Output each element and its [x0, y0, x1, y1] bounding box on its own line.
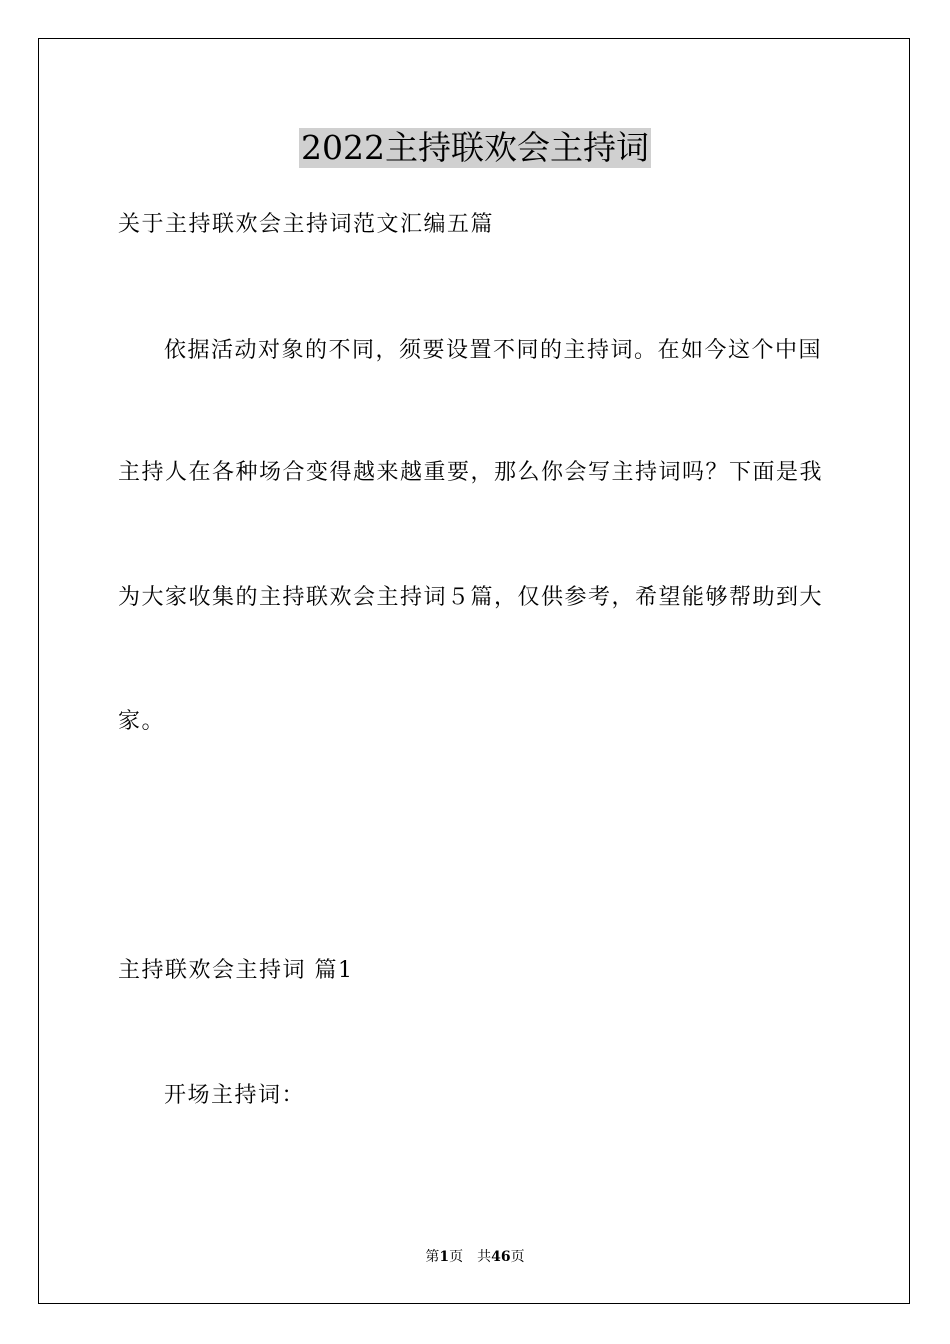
- footer-mid: 页 共: [449, 1249, 492, 1265]
- document-title: 2022主持联欢会主持词: [301, 128, 649, 167]
- section-heading: 主持联欢会主持词 篇1: [118, 958, 354, 983]
- footer-prefix: 第: [425, 1249, 440, 1265]
- footer-total-pages: 46: [491, 1249, 511, 1265]
- title-container: [0, 128, 950, 168]
- footer-current-page: 1: [439, 1249, 450, 1265]
- document-subtitle: 关于主持联欢会主持词范文汇编五篇: [118, 212, 495, 237]
- section-subheading: 开场主持词：: [164, 1083, 306, 1108]
- intro-line-1: 依据活动对象的不同，须要设置不同的主持词。在如今这个中国: [164, 338, 823, 363]
- intro-line-2: 主持人在各种场合变得越来越重要，那么你会写主持词吗？下面是我: [118, 460, 824, 485]
- intro-line-3: 为大家收集的主持联欢会主持词５篇，仅供参考，希望能够帮助到大: [118, 585, 824, 610]
- intro-line-4: 家。: [118, 709, 166, 734]
- page-footer: [0, 1248, 950, 1266]
- footer-suffix: 页: [510, 1249, 525, 1265]
